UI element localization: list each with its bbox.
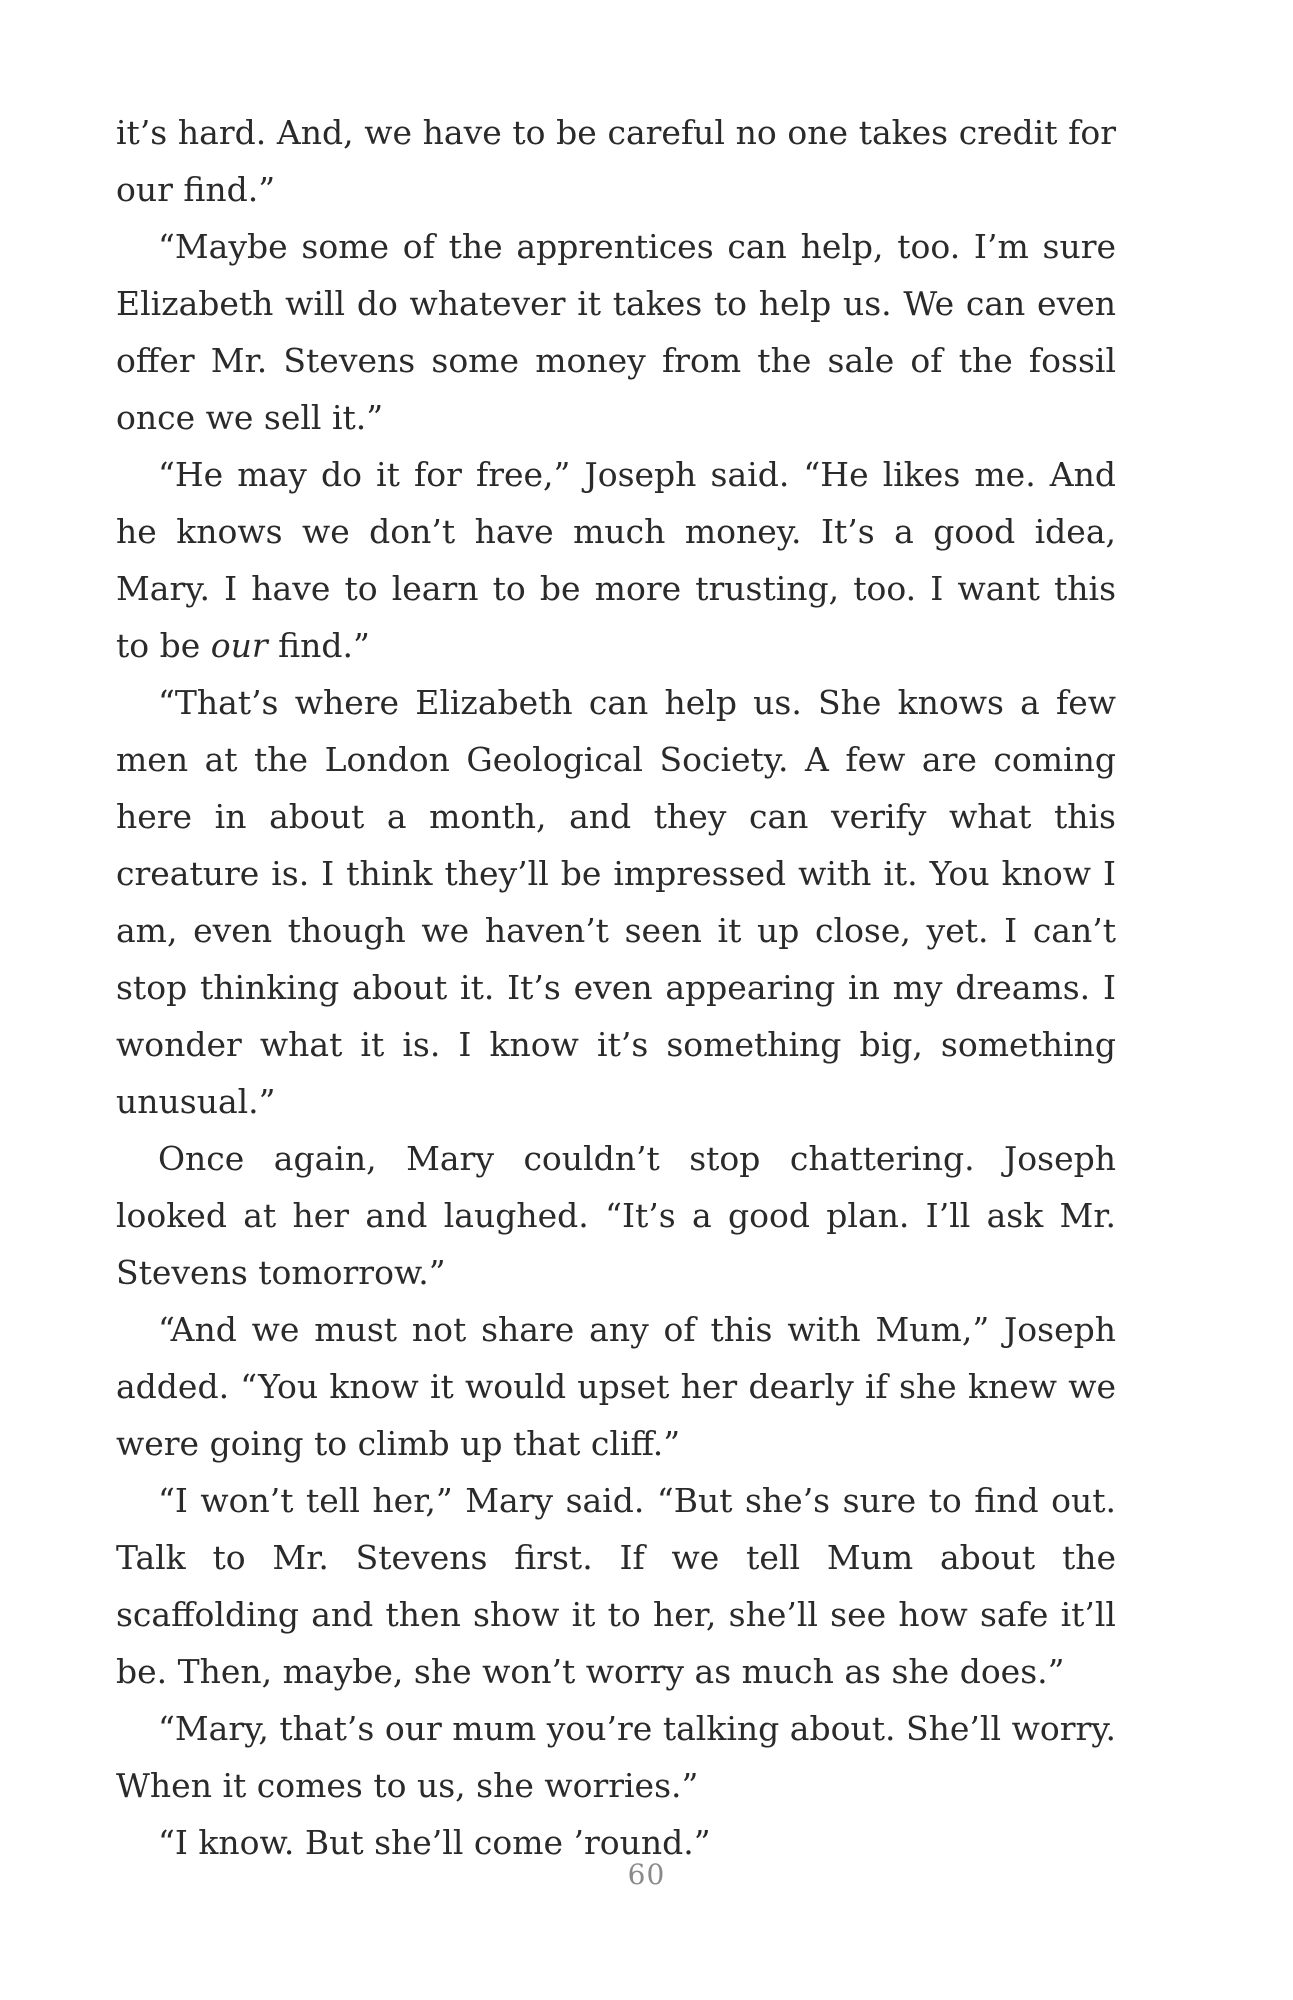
emphasis: our [210,626,268,665]
paragraph: “He may do it for free,” Joseph said. “He likes me. And he knows we don’t have much money. It’s a good idea, Mary. I have to learn to be more trusting, too. I want this to be our find.” [116,455,1116,665]
paragraph: “And we must not share any of this with Mum,” Joseph added. “You know it would upset her dearly if she knew we were going to climb up that cliff.” [116,1310,1116,1463]
page-number: 60 [627,1858,666,1891]
paragraph: “Mary, that’s our mum you’re talking about. She’ll worry. When it comes to us, she worries.” [116,1709,1116,1805]
body-text [116,104,1116,1871]
paragraph: “That’s where Elizabeth can help us. She knows a few men at the London Geological Society. A few are coming here in about a month, and they can verify what this creature is. I think they’ll be impressed with it. You know I am, even though we haven’t seen it up close, yet. I can’t stop thinking about it. It’s even appearing in my dreams. I wonder what it is. I know it’s something big, something unusual.” [116,683,1116,1121]
paragraph: “I know. But she’ll come ’round.” [158,1823,711,1862]
paragraph: it’s hard. And, we have to be careful no one takes credit for our find.” [116,113,1116,209]
paragraph: “I won’t tell her,” Mary said. “But she’s sure to find out. Talk to Mr. Stevens first. If we tell Mum about the scaffolding and then show it to her, she’ll see how safe it’ll be. Then, maybe, she won’t worry as much as she does.” [116,1481,1116,1691]
paragraph: “Maybe some of the apprentices can help, too. I’m sure Elizabeth will do whatever it takes to help us. We can even offer Mr. Stevens some money from the sale of the fossil once we sell it.” [116,227,1116,437]
paragraph: Once again, Mary couldn’t stop chattering. Joseph looked at her and laughed. “It’s a good plan. I’ll ask Mr. Stevens tomorrow.” [116,1139,1116,1292]
